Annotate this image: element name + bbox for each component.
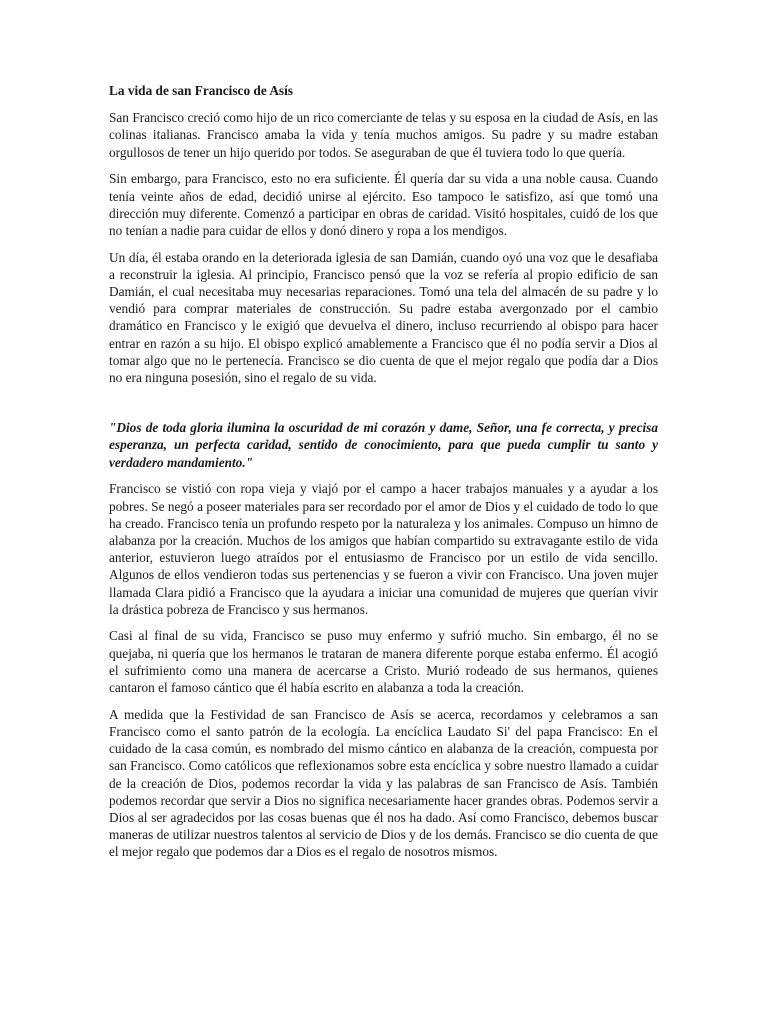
document-page: [109, 82, 658, 870]
document-title: La vida de san Francisco de Asís: [109, 83, 293, 98]
prayer-quote: "Dios de toda gloria ilumina la oscuridad de mi corazón y dame, Señor, una fe correcta, y precisa esperanza, un perfecta caridad, sentido de conocimiento, para que pueda cumplir tu santo y verdadero mandamiento.": [109, 420, 658, 470]
paragraph-2: Sin embargo, para Francisco, esto no era suficiente. Él quería dar su vida a una noble causa. Cuando tenía veinte años de edad, decidió unirse al ejército. Eso tampoco le satisfizo, así que tomó una dirección muy diferente. Comenzó a participar en obras de caridad. Visitó hospitales, cuidó de los que no tenían a nadie para cuidar de ellos y donó dinero y ropa a los mendigos.: [109, 171, 658, 238]
paragraph-4: Francisco se vistió con ropa vieja y viajó por el campo a hacer trabajos manuales y a ayudar a los pobres. Se negó a poseer materiales para ser recordado por el amor de Dios y el cuidado de todo lo que ha creado. Francisco tenía un profundo respeto por la naturaleza y los animales. Compuso un himno de alabanza por la creación. Muchos de los amigos que habían compartido su extravagante estilo de vida anterior, estuvieron luego atraídos por el entusiasmo de Francisco por un estilo de vida sencillo. Algunos de ellos vendieron todas sus pertenencias y se fueron a vivir con Francisco. Una joven mujer llamada Clara pidió a Francisco que la ayudara a iniciar una comunidad de mujeres que querían vivir la drástica pobreza de Francisco y sus hermanos.: [109, 481, 658, 617]
paragraph-1: San Francisco creció como hijo de un rico comerciante de telas y su esposa en la ciudad de Asís, en las colinas italianas. Francisco amaba la vida y tenía muchos amigos. Su padre y su madre estaban orgullosos de tener un hijo querido por todos. Se aseguraban de que él tuviera todo lo que quería.: [109, 110, 658, 160]
paragraph-3: Un día, él estaba orando en la deteriorada iglesia de san Damián, cuando oyó una voz que le desafiaba a reconstruir la iglesia. Al principio, Francisco pensó que la voz se refería al propio edificio de san Damián, el cual necesitaba muy necesarias reparaciones. Tomó una tela del almacén de su padre y lo vendió para comprar materiales de construcción. Su padre estaba avergonzado por el cambio dramático en Francisco y le exigió que devuelva el dinero, incluso recurriendo al obispo para hacer entrar en razón a su hijo. El obispo explicó amablemente a Francisco que él no podía servir a Dios al tomar algo que no le pertenecía. Francisco se dio cuenta de que el mejor regalo que podía dar a Dios no era ninguna posesión, sino el regalo de su vida.: [109, 249, 658, 386]
paragraph-6: A medida que la Festividad de san Francisco de Asís se acerca, recordamos y celebramos a san Francisco como el santo patrón de la ecología. La encíclica Laudato Si' del papa Francisco: En el cuidado de la casa común, es nombrado del mismo cántico en alabanza de la creación, compuesta por san Francisco. Como católicos que reflexionamos sobre esta encíclica y sobre nuestro llamado a cuidar de la creación de Dios, podemos recordar la vida y las palabras de san Francisco de Asís. También podemos recordar que servir a Dios no significa necesariamente hacer grandes obras. Podemos servir a Dios al ser agradecidos por las cosas buenas que él nos ha dado. Así como Francisco, debemos buscar maneras de utilizar nuestros talentos al servicio de Dios y de los demás. Francisco se dio cuenta de que el mejor regalo que podemos dar a Dios es el regalo de nosotros mismos.: [109, 706, 658, 860]
paragraph-5: Casi al final de su vida, Francisco se puso muy enfermo y sufrió mucho. Sin embargo, él no se quejaba, ni quería que los hermanos le trataran de manera diferente porque estaba enfermo. Él acogió el sufrimiento como una manera de acercarse a Cristo. Murió rodeado de sus hermanos, quienes cantaron el famoso cántico que él había escrito en alabanza a toda la creación.: [109, 628, 658, 696]
